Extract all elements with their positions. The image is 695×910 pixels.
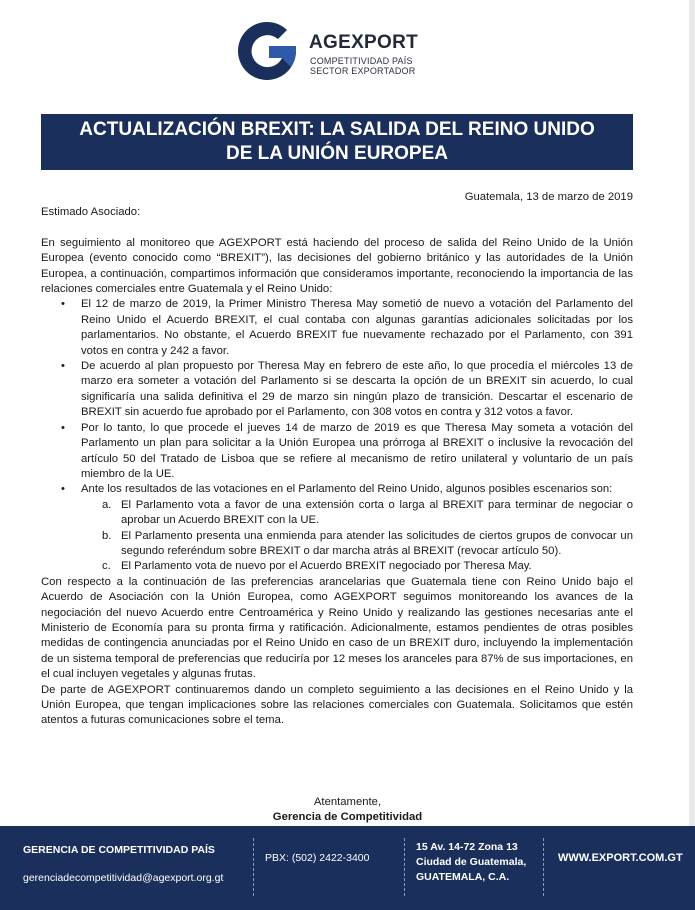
paragraph-preferences: Con respecto a la continuación de las preferencias arancelarias que Guatemala tiene con Reino Unido bajo el Acuerdo de Asociación con la Unión Europea, como AGEXPORT seguimos monitoreando los avances de la negociación del nuevo Acuerdo entre Centroamérica y Reino Unido y realizando las gestiones necesarias ante el Ministerio de Economía para su pronta firma y ratificación. Adicionalmente, estamos pendientes de otras posibles medidas de contingencia anunciadas por el Reino Unido en caso de un BREXIT duro, incluyendo la implementación de un sistema temporal de preferencias que reduciría por 12 meses los aranceles para 87% de sus importaciones, en el cual incluyen vegetales y algunas frutas.	[41, 575, 633, 681]
footer-website-link[interactable]: WWW.EXPORT.COM.GT	[558, 852, 683, 864]
footer-address-line-2: Ciudad de Guatemala,	[416, 856, 527, 868]
footer-divider	[543, 838, 544, 896]
footer-address	[416, 840, 526, 885]
letter-body	[41, 190, 633, 729]
agexport-g-icon	[236, 20, 298, 82]
scenario-item	[102, 559, 633, 574]
scenario-letter: a.	[102, 498, 112, 511]
signoff	[0, 795, 695, 826]
logo-name: AGEXPORT	[309, 32, 419, 53]
footer-address-line-3: GUATEMALA, C.A.	[416, 871, 510, 883]
bullet-item: • Por lo tanto, lo que procede el jueves 14 de marzo de 2019 es que Theresa May someta a votación del Parlamento un plan para solicitar a la Unión Europea una prórroga al BREXIT o inclusive la revocación del artículo 50 del Tratado de Lisboa que se refiere al mecanismo de retiro unilateral y voluntario de un país miembro de la UE.	[81, 421, 633, 483]
footer-email-link[interactable]: gerenciadecompetitividad@agexport.org.gt	[23, 872, 224, 884]
logo-tagline-line-1: COMPETITIVIDAD PAÍS	[310, 56, 413, 66]
footer-divider	[253, 838, 254, 896]
footer-divider	[404, 838, 405, 896]
bullet-item: • El 12 de marzo de 2019, la Primer Ministro Theresa May sometió de nuevo a votación del Parlamento del Reino Unido el Acuerdo BREXIT, el cual contaba con algunas garantías adicionales solicitadas por los parlamentarios. No obstante, el Acuerdo BREXIT fue nuevamente rechazado por el Parlamento, con 391 votos en contra y 242 a favor.	[81, 297, 633, 359]
document-title	[41, 114, 633, 170]
title-line-1: ACTUALIZACIÓN BREXIT: LA SALIDA DEL REINO UNIDO	[79, 119, 595, 140]
bullet-text: Ante los resultados de las votaciones en el Parlamento del Reino Unido, algunos posibles escenarios son:	[81, 483, 613, 496]
scenario-letter: b.	[102, 529, 112, 542]
logo-tagline	[310, 56, 415, 76]
letter-greeting: Estimado Asociado:	[41, 206, 141, 219]
footer-phone: PBX: (502) 2422-3400	[265, 852, 370, 864]
title-line-2: DE LA UNIÓN EUROPEA	[225, 143, 449, 164]
scenario-list	[81, 498, 633, 575]
scenario-item	[102, 529, 633, 560]
bullet-item	[81, 482, 633, 574]
scenario-item	[102, 498, 633, 529]
agexport-logo	[236, 20, 436, 88]
footer	[0, 826, 695, 910]
closing-text: Atentamente,	[313, 796, 382, 808]
scenario-letter: c.	[102, 560, 111, 573]
intro-paragraph: En seguimiento al monitoreo que AGEXPORT está haciendo del proceso de salida del Reino Unido de la Unión Europea (evento conocido como “BREXIT”), las decisiones del gobierno británico y las autoridades de la Unión Europea, a continuación, compartimos información que consideramos importante, reconociendo la importancia de las relaciones comerciales entre Guatemala y el Reino Unido:	[41, 236, 633, 296]
bullet-list	[41, 297, 633, 574]
scenario-text: El Parlamento presenta una enmienda para atender las solicitudes de ciertos grupos de convocar un segundo referéndum sobre BREXIT o dar marcha atrás al BREXIT (revocar artículo 50).	[121, 529, 633, 557]
logo-tagline-line-2: SECTOR EXPORTADOR	[310, 66, 416, 76]
letter-date: Guatemala, 13 de marzo de 2019	[464, 191, 633, 203]
footer-department: GERENCIA DE COMPETITIVIDAD PAÍS	[23, 844, 215, 856]
page-edge-shadow	[689, 0, 695, 910]
paragraph-followup: De parte de AGEXPORT continuaremos dando un completo seguimiento a las decisiones en el Reino Unido y la Unión Europea, que tengan implicaciones sobre las relaciones comerciales con Guatemala. Solicitamos que estén atentos a futuras comunicaciones sobre el tema.	[41, 683, 633, 727]
footer-address-line-1: 15 Av. 14-72 Zona 13	[416, 841, 518, 853]
scenario-text: El Parlamento vota a favor de una extensión corta o larga al BREXIT para terminar de negociar o aprobar un Acuerdo BREXIT con la UE.	[121, 498, 633, 527]
signature-department: Gerencia de Competitividad	[272, 811, 423, 824]
scenario-text: El Parlamento vota de nuevo por el Acuerdo BREXIT negociado por Theresa May.	[121, 560, 532, 573]
bullet-item: • De acuerdo al plan propuesto por Theresa May en febrero de este año, lo que procedía el miércoles 13 de marzo era someter a votación del Parlamento si se descarta la opción de un BREXIT sin acuerdo, lo cual significaría una salida definitiva el 29 de marzo sin ningún plazo de transición. Descartar el escenario de BREXIT sin acuerdo fue aprobado por el Parlamento, con 308 votos en contra y 312 votos a favor.	[81, 359, 633, 421]
